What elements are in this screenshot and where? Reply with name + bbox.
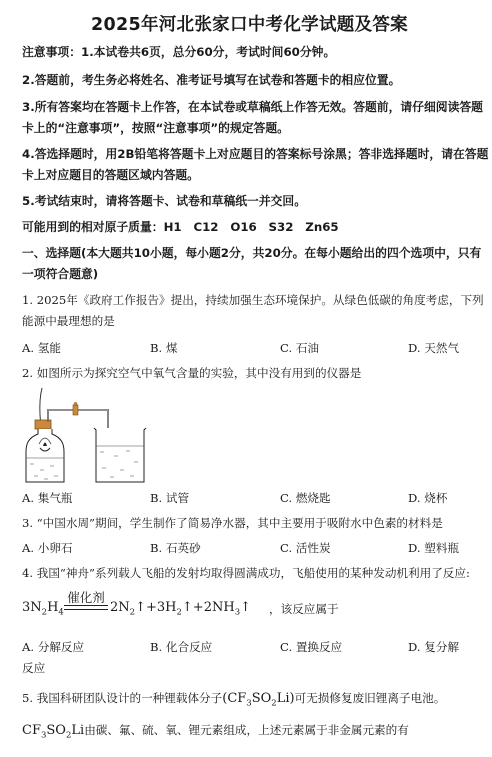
note-line-5: 4.答选择题时，用2B铅笔将答题卡上对应题目的答案标号涂黑；答非选择题时，请在答题: [22, 147, 489, 161]
question-5-stem-cont: $CF_3SO_2Li$由碳、氟、硫、氧、锂元素组成，上述元素属于非金属元素的有: [22, 723, 409, 741]
note-line-2: 2.答题前，考生务必将姓名、准考证号填写在试卷和答题卡的相应位置。: [22, 73, 401, 87]
option-d[interactable]: D. 复分解: [408, 640, 460, 654]
question-4-stem: 4. 我国“神舟”系列载人飞船的发射均取得圆满成功，飞船使用的某种发动机利用了反应:: [22, 566, 470, 580]
lithium-carrier-formula-2: $CF_3SO_2Li$: [22, 723, 85, 741]
catalyst-label: 催化剂: [67, 590, 105, 605]
option-b[interactable]: B. 化合反应: [150, 640, 213, 654]
question-5-stem: 5. 我国科研团队设计的一种锂载体分子$(CF_3SO_2Li)$可无损修复废旧锂离子电池。: [22, 691, 446, 709]
question-3-stem: 3. “中国水周”期间，学生制作了简易净水器，其中主要用于吸附水中色素的材料是: [22, 516, 443, 530]
option-a[interactable]: A. 氢能: [22, 341, 61, 355]
beaker: [94, 428, 146, 482]
option-b[interactable]: B. 石英砂: [150, 541, 201, 555]
atomic-masses: 可能用到的相对原子质量：H1 C12 O16 S32 Zn65: [22, 220, 339, 234]
oxygen-experiment-figure: [24, 384, 164, 486]
equation-products: $2N_2↑+3H_2↑+2NH_3↑$: [110, 600, 252, 618]
option-c[interactable]: C. 活性炭: [280, 541, 331, 555]
option-c[interactable]: C. 置换反应: [280, 640, 343, 654]
note-line-3: 3.所有答案均在答题卡上作答，在本试卷或草稿纸上作答无效。答题前，请仔细阅读答题: [22, 100, 483, 114]
option-b[interactable]: B. 煤: [150, 341, 178, 355]
question-2-options: [22, 490, 477, 506]
option-a[interactable]: A. 小卵石: [22, 541, 73, 555]
reaction-equation: [22, 588, 477, 622]
page-title: 2025年河北张家口中考化学试题及答案: [91, 15, 408, 35]
question-3-options: [22, 540, 477, 556]
equation-reactant: $3N_2H_4$: [22, 600, 64, 618]
section-heading-cont: 一项符合题意): [22, 267, 99, 281]
reaction-sign: [64, 605, 108, 610]
lithium-carrier-formula: $(CF_3SO_2Li)$: [222, 691, 295, 709]
option-a[interactable]: A. 分解反应: [22, 640, 85, 654]
option-d-wrap: 反应: [22, 661, 46, 675]
option-d[interactable]: D. 烧杯: [408, 491, 448, 505]
question-1-stem-cont: 能源中最理想的是: [22, 314, 115, 328]
note-line-6: 卡上对应题目的答题区域内答题。: [22, 168, 199, 182]
question-4-options: [22, 639, 477, 655]
question-1-options: [22, 340, 477, 356]
note-line-4: 卡上的“注意事项”，按照“注意事项”的规定答题。: [22, 121, 289, 135]
option-c[interactable]: C. 燃烧匙: [280, 491, 331, 505]
option-c[interactable]: C. 石油: [280, 341, 320, 355]
option-d[interactable]: D. 天然气: [408, 341, 460, 355]
question-1-stem: 1. 2025年《政府工作报告》提出，持续加强生态环境保护。从绿色低碳的角度考虑，下列: [22, 293, 484, 307]
equation-tail: ，该反应属于: [269, 602, 339, 616]
option-a[interactable]: A. 集气瓶: [22, 491, 73, 505]
note-line-7: 5.考试结束时，请将答题卡、试卷和草稿纸一并交回。: [22, 194, 307, 208]
note-line-1: 注意事项：1.本试卷共6页，总分60分，考试时间60分钟。: [22, 45, 336, 59]
option-d[interactable]: D. 塑料瓶: [408, 541, 460, 555]
question-2-stem: 2. 如图所示为探究空气中氧气含量的实验，其中没有用到的仪器是: [22, 366, 362, 380]
section-heading: 一、选择题(本大题共10小题，每小题2分，共20分。在每小题给出的四个选项中，只有: [22, 246, 482, 260]
option-b[interactable]: B. 试管: [150, 491, 190, 505]
